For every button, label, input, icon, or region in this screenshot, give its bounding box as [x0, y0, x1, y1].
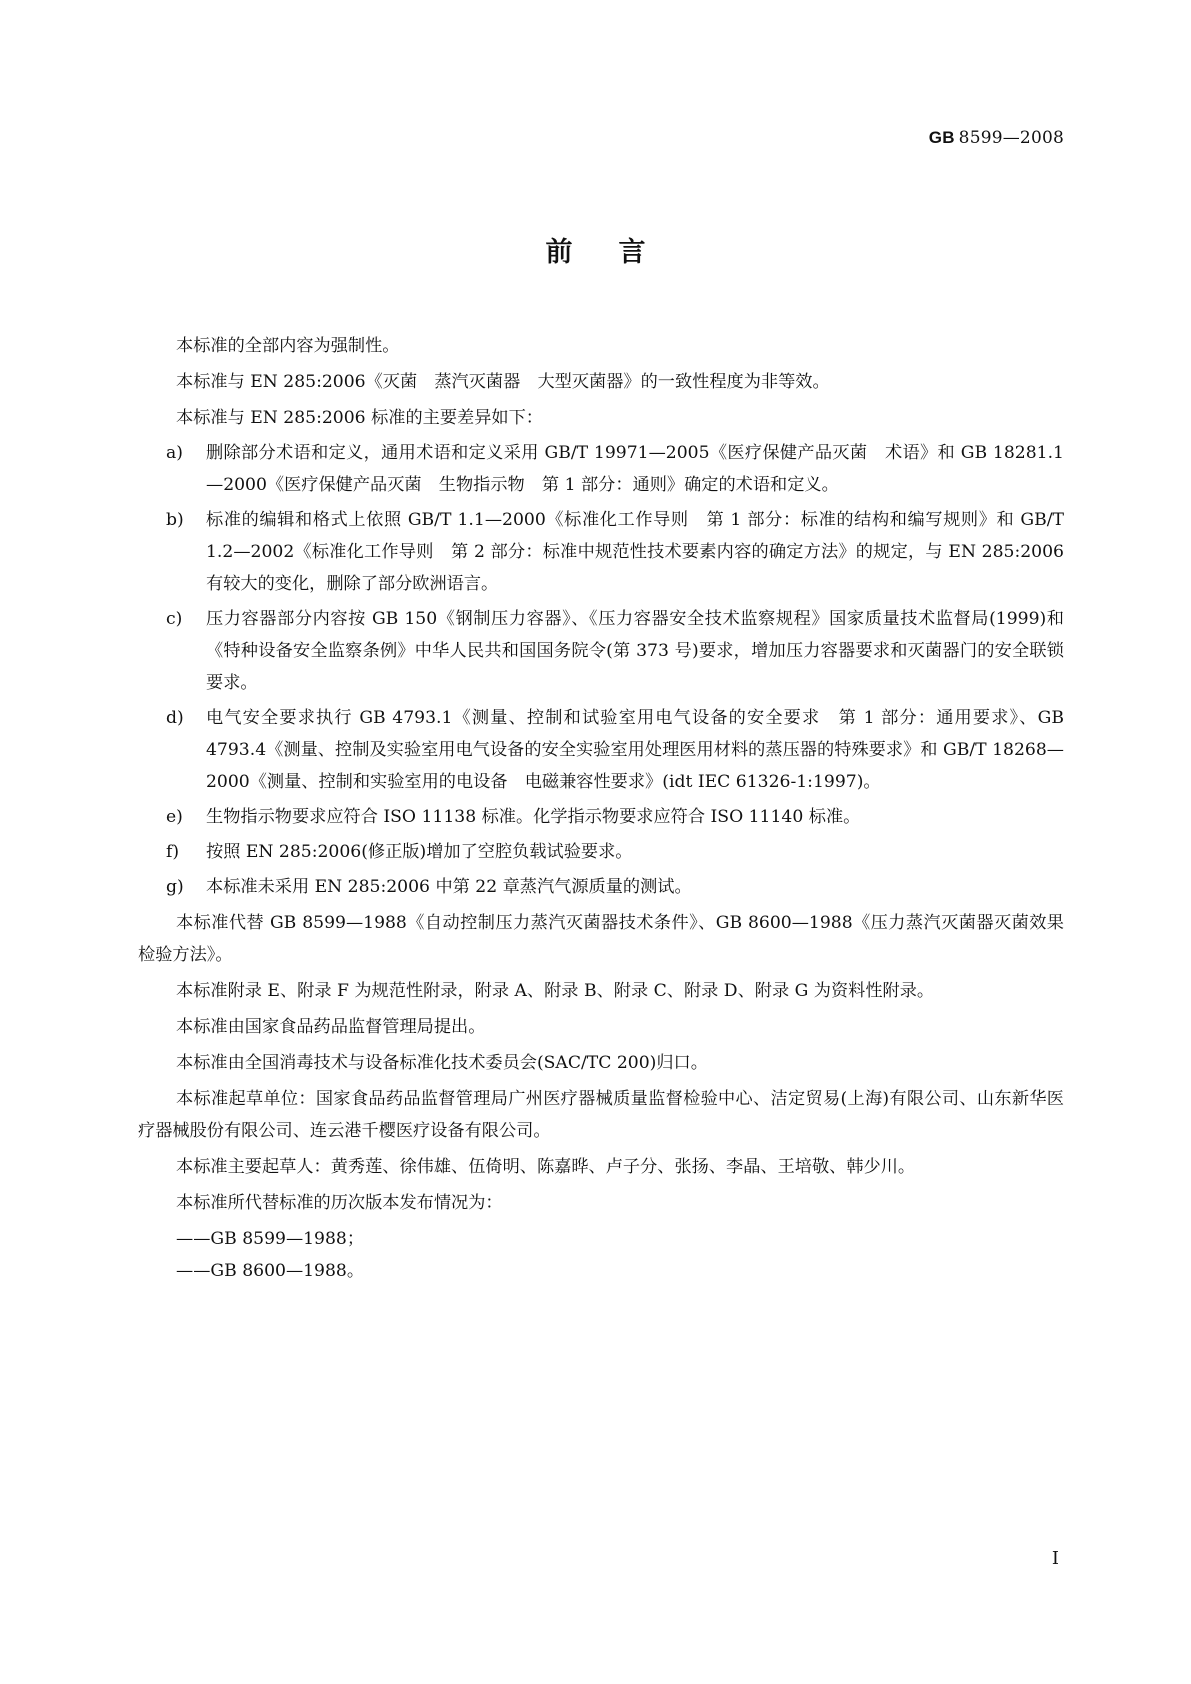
list-item	[166, 437, 1064, 501]
list-item-text: 生物指示物要求应符合 ISO 11138 标准。化学指示物要求应符合 ISO 11140 标准。	[206, 807, 861, 827]
paragraph: 本标准由国家食品药品监督管理局提出。	[176, 1017, 486, 1037]
list-item	[166, 801, 1064, 833]
standard-code: 8599—2008	[958, 128, 1064, 148]
list-item-text: 删除部分术语和定义，通用术语和定义采用 GB/T 19971—2005《医疗保健产品灭菌 术语》和 GB 18281.1—2000《医疗保健产品灭菌 生物指示物 第 1 部分：通则》确定的术语和定义。	[206, 443, 1064, 495]
list-marker: g)	[166, 877, 184, 897]
paragraph: 本标准代替 GB 8599—1988《自动控制压力蒸汽灭菌器技术条件》、GB 8600—1988《压力蒸汽灭菌器灭菌效果检验方法》。	[138, 913, 1064, 965]
paragraph: 本标准主要起草人：黄秀莲、徐伟雄、伍倚明、陈嘉晔、卢子分、张扬、李晶、王培敬、韩少川。	[176, 1157, 916, 1177]
paragraph: 本标准由全国消毒技术与设备标准化技术委员会(SAC/TC 200)归口。	[176, 1053, 708, 1073]
history-item: ——GB 8599—1988；	[176, 1229, 365, 1249]
paragraph: 本标准起草单位：国家食品药品监督管理局广州医疗器械质量监督检验中心、洁定贸易(上海)有限公司、山东新华医疗器械股份有限公司、连云港千樱医疗设备有限公司。	[138, 1089, 1064, 1141]
page-title: 前言	[545, 237, 692, 268]
list-item-text: 电气安全要求执行 GB 4793.1《测量、控制和试验室用电气设备的安全要求 第 1 部分：通用要求》、GB 4793.4《测量、控制及实验室用电气设备的安全实验室用处理医用材料的蒸压器的特殊要求》和 GB/T 18268—2000《测量、控制和实验室用的电设备 电磁兼容性要求》(idt IEC 61326-1:1997)。	[206, 708, 1064, 792]
paragraph: 本标准与 EN 285:2006《灭菌 蒸汽灭菌器 大型灭菌器》的一致性程度为非等效。	[176, 372, 830, 392]
list-marker: a)	[166, 443, 183, 463]
list-marker: c)	[166, 609, 183, 629]
list-marker: f)	[166, 842, 180, 862]
foreword-body	[138, 330, 1064, 1287]
paragraph: 本标准与 EN 285:2006 标准的主要差异如下：	[176, 408, 543, 428]
list-marker: d)	[166, 708, 184, 728]
list-item-text: 标准的编辑和格式上依照 GB/T 1.1—2000《标准化工作导则 第 1 部分：标准的结构和编写规则》和 GB/T 1.2—2002《标准化工作导则 第 2 部分：标准中规范性技术要素内容的确定方法》的规定，与 EN 285:2006 有较大的变化，删除了部分欧洲语言。	[206, 510, 1064, 594]
list-item-text: 按照 EN 285:2006(修正版)增加了空腔负载试验要求。	[206, 842, 633, 862]
list-item	[166, 871, 1064, 903]
list-item	[166, 836, 1064, 868]
list-marker: b)	[166, 510, 184, 530]
paragraph: 本标准所代替标准的历次版本发布情况为：	[176, 1193, 503, 1213]
paragraph: 本标准的全部内容为强制性。	[176, 336, 400, 356]
list-item	[166, 603, 1064, 699]
list-item	[166, 504, 1064, 600]
list-marker: e)	[166, 807, 183, 827]
list-item-text: 压力容器部分内容按 GB 150《钢制压力容器》、《压力容器安全技术监察规程》国家质量技术监督局(1999)和《特种设备安全监察条例》中华人民共和国国务院令(第 373 号)要求，增加压力容器要求和灭菌器门的安全联锁要求。	[206, 609, 1064, 693]
paragraph: 本标准附录 E、附录 F 为规范性附录，附录 A、附录 B、附录 C、附录 D、附录 G 为资料性附录。	[176, 981, 935, 1001]
list-item	[166, 702, 1064, 798]
standard-number	[929, 128, 1064, 148]
standard-prefix: GB	[928, 128, 955, 147]
list-item-text: 本标准未采用 EN 285:2006 中第 22 章蒸汽气源质量的测试。	[206, 877, 692, 897]
history-item: ——GB 8600—1988。	[176, 1261, 365, 1281]
page-number: I	[1051, 1548, 1059, 1569]
